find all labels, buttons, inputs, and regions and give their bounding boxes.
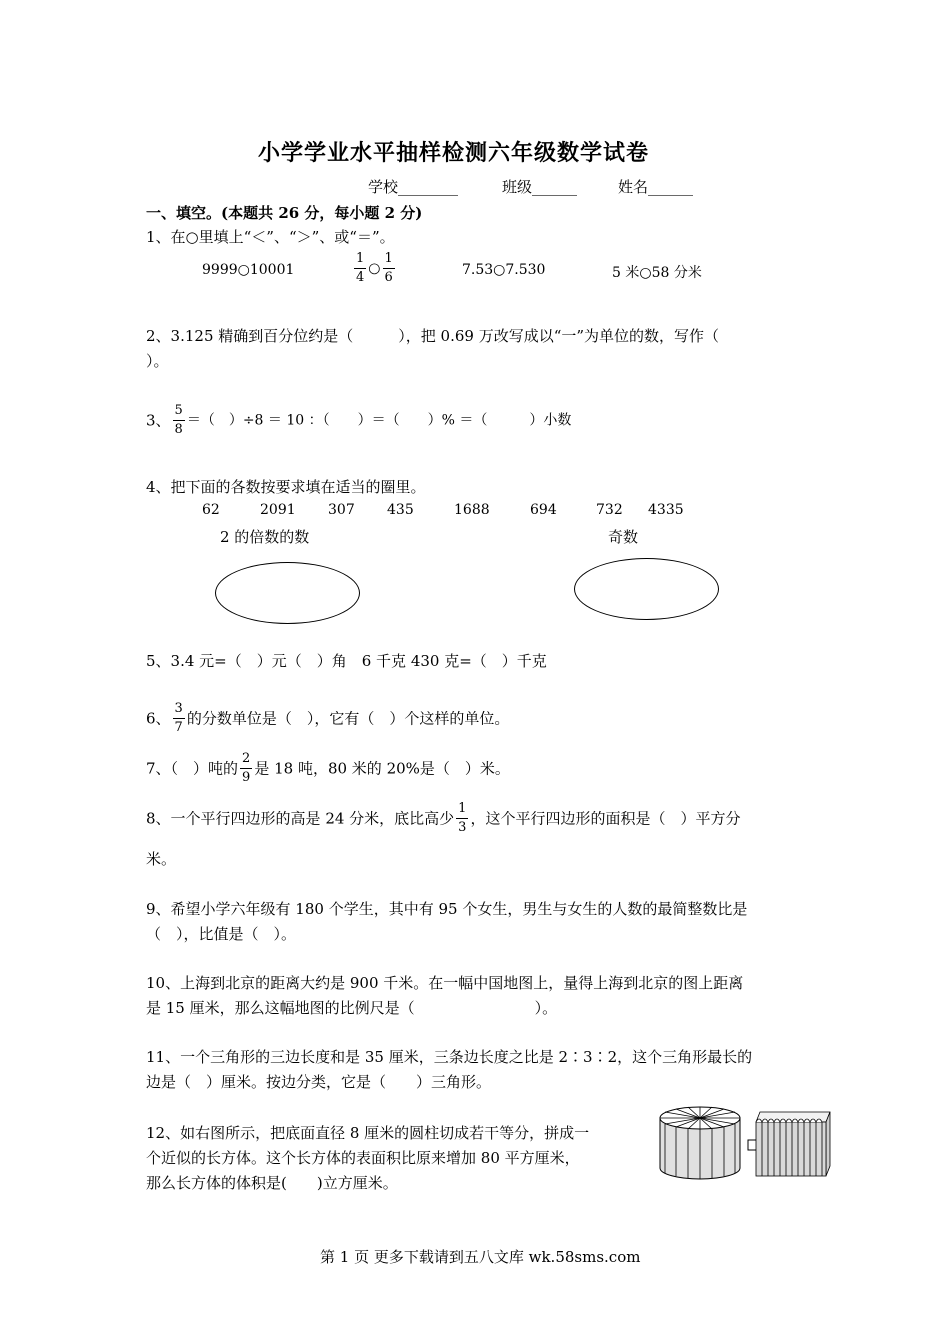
fraction: $\frac{1}{4}$ bbox=[356, 251, 365, 285]
question-7: 7、（ ）吨的 $\frac{2}{9}$ 是 18 吨，80 米的 20%是（ ）米。 bbox=[146, 751, 510, 785]
q4-number: 694 bbox=[530, 502, 557, 518]
q4-number: 2091 bbox=[260, 502, 296, 518]
question-2-cont: ）。 bbox=[146, 352, 169, 370]
question-8: 8、一个平行四边形的高是 24 分米，底比高少 $\frac{1}{3}$ ，这个平行四边形的面积是（ ）平方分 bbox=[146, 801, 741, 835]
q1-compare-d: 5 米○58 分米 bbox=[612, 265, 702, 281]
question-11: 11、一个三角形的三边长度和是 35 厘米，三条边长度之比是 2∶3∶2，这个三角形最长的 bbox=[146, 1048, 753, 1066]
q1-compare-b: $\frac{1}{4}$ ○ $\frac{1}{6}$ bbox=[356, 251, 393, 285]
q1-compare-c: 7.53○7.530 bbox=[462, 262, 546, 278]
cylinder-shape bbox=[660, 1107, 740, 1179]
q4-number: 732 bbox=[596, 502, 623, 518]
prism-shape bbox=[756, 1112, 830, 1176]
cylinder-to-prism-figure bbox=[656, 1104, 834, 1184]
q4-number: 4335 bbox=[648, 502, 684, 518]
school-field: 学校________ bbox=[368, 178, 459, 196]
question-3: 3、 $\frac{5}{8}$ ＝（ ）÷8 ＝ 10 ：（ ）＝（ ）% ＝（ ）小数 bbox=[146, 403, 572, 437]
question-6: 6、 $\frac{3}{7}$ 的分数单位是（ ），它有（ ）个这样的单位。 bbox=[146, 701, 510, 735]
q4-number: 62 bbox=[202, 502, 220, 518]
question-2: 2、3.125 精确到百分位约是（ ），把 0.69 万改写成以“一”为单位的数，写作（ bbox=[146, 327, 720, 345]
q4-number: 435 bbox=[387, 502, 414, 518]
question-5: 5、3.4 元=（ ）元（ ）角 6 千克 430 克=（ ）千克 bbox=[146, 652, 547, 670]
fraction: $\frac{3}{7}$ bbox=[174, 701, 183, 735]
question-4: 4、把下面的各数按要求填在适当的圈里。 bbox=[146, 478, 426, 496]
q4-label-even: 2 的倍数的数 bbox=[220, 528, 310, 546]
name-field: 姓名______ bbox=[618, 178, 694, 196]
q4-number: 1688 bbox=[454, 502, 490, 518]
class-field: 班级______ bbox=[502, 178, 578, 196]
answer-circle-odd[interactable] bbox=[574, 558, 719, 620]
section-heading: 一、填空。(本题共 26 分，每小题 2 分) bbox=[146, 204, 423, 222]
question-9-cont: （ ），比值是（ ）。 bbox=[146, 925, 297, 943]
question-1: 1、在○里填上“＜”、“＞”、或“＝”。 bbox=[146, 228, 395, 246]
fraction: $\frac{5}{8}$ bbox=[174, 403, 183, 437]
answer-circle-even[interactable] bbox=[215, 562, 360, 624]
fraction: $\frac{1}{3}$ bbox=[458, 801, 467, 835]
question-11-cont: 边是（ ）厘米。按边分类，它是（ ）三角形。 bbox=[146, 1073, 492, 1091]
question-10-cont: 是 15 厘米，那么这幅地图的比例尺是（ ）。 bbox=[146, 999, 558, 1017]
question-9: 9、希望小学六年级有 180 个学生，其中有 95 个女生，男生与女生的人数的最简整数比是 bbox=[146, 900, 748, 918]
fraction: $\frac{2}{9}$ bbox=[242, 751, 251, 785]
q4-number: 307 bbox=[328, 502, 355, 518]
q4-label-odd: 奇数 bbox=[608, 528, 639, 546]
question-12-cont: 个近似的长方体。这个长方体的表面积比原来增加 80 平方厘米， bbox=[146, 1149, 580, 1167]
q1-compare-a: 9999○10001 bbox=[202, 262, 295, 278]
page-footer: 第 1 页 更多下载请到五八文库 wk.58sms.com bbox=[320, 1248, 641, 1266]
question-12-cont2: 那么长方体的体积是( )立方厘米。 bbox=[146, 1174, 398, 1192]
question-12: 12、如右图所示，把底面直径 8 厘米的圆柱切成若干等分，拼成一 bbox=[146, 1124, 590, 1142]
question-8-cont: 米。 bbox=[146, 850, 177, 868]
fraction: $\frac{1}{6}$ bbox=[384, 251, 393, 285]
page-title: 小学学业水平抽样检测六年级数学试卷 bbox=[258, 140, 650, 166]
question-10: 10、上海到北京的距离大约是 900 千米。在一幅中国地图上，量得上海到北京的图上距离 bbox=[146, 974, 744, 992]
